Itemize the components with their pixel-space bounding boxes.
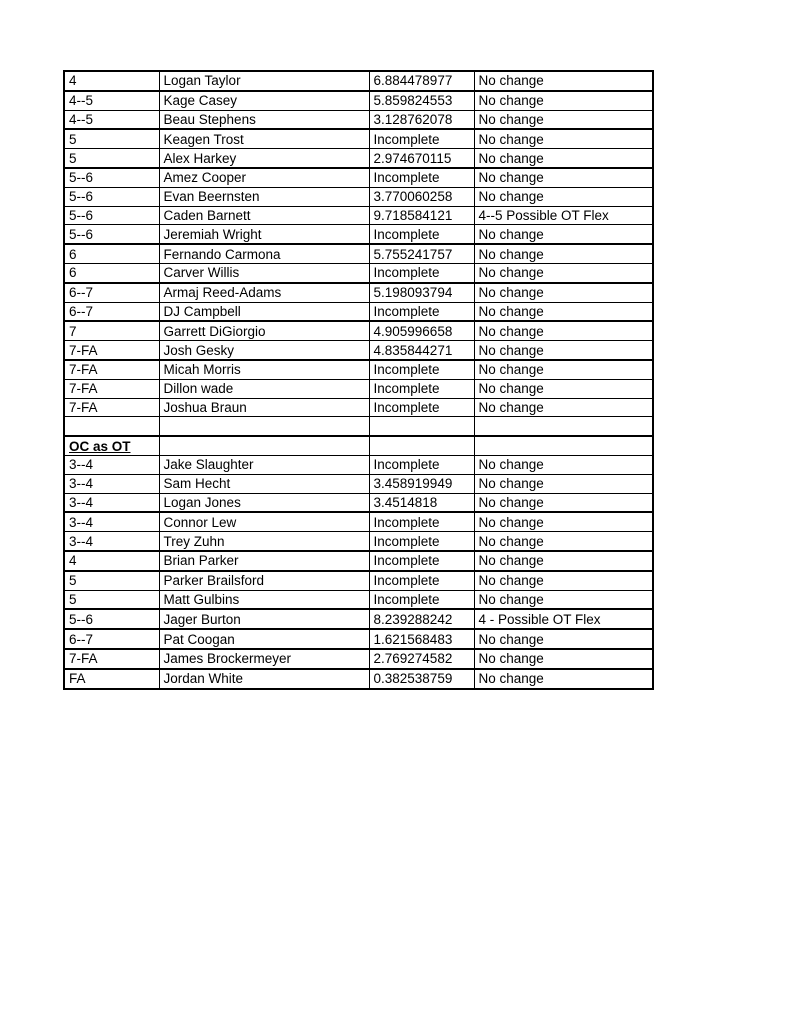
note-cell [474, 417, 653, 436]
round-cell: 5--6 [64, 168, 159, 187]
round-cell: 7-FA [64, 398, 159, 417]
player-cell: Pat Coogan [159, 629, 369, 649]
round-cell: 7-FA [64, 360, 159, 379]
round-cell: 6--7 [64, 283, 159, 302]
empty-row [64, 417, 653, 436]
score-cell: Incomplete [369, 360, 474, 379]
note-cell: No change [474, 283, 653, 302]
score-cell: 5.755241757 [369, 244, 474, 263]
table-row [64, 493, 653, 512]
score-cell: 3.4514818 [369, 493, 474, 512]
round-cell: FA [64, 669, 159, 689]
table-row [64, 474, 653, 493]
player-cell: Parker Brailsford [159, 571, 369, 590]
score-cell: 0.382538759 [369, 669, 474, 689]
note-cell: No change [474, 91, 653, 110]
score-cell: Incomplete [369, 379, 474, 398]
player-cell: Brian Parker [159, 551, 369, 571]
player-cell: James Brockermeyer [159, 649, 369, 669]
note-cell: No change [474, 493, 653, 512]
player-table-body [64, 71, 653, 689]
note-cell: No change [474, 474, 653, 493]
player-cell [159, 436, 369, 455]
table-row [64, 629, 653, 649]
note-cell: No change [474, 455, 653, 474]
score-cell: Incomplete [369, 168, 474, 187]
score-cell: Incomplete [369, 571, 474, 590]
note-cell: No change [474, 129, 653, 148]
round-cell: 5 [64, 129, 159, 148]
player-cell: Beau Stephens [159, 110, 369, 129]
round-cell: 5--6 [64, 206, 159, 225]
player-cell: Matt Gulbins [159, 590, 369, 609]
note-cell: No change [474, 512, 653, 531]
table-row [64, 149, 653, 168]
score-cell: 3.770060258 [369, 187, 474, 206]
player-cell: Trey Zuhn [159, 532, 369, 551]
score-cell: 2.974670115 [369, 149, 474, 168]
score-cell: 4.905996658 [369, 321, 474, 340]
table-row [64, 321, 653, 340]
player-cell: Sam Hecht [159, 474, 369, 493]
note-cell: No change [474, 225, 653, 244]
player-cell: Evan Beernsten [159, 187, 369, 206]
round-cell: 6--7 [64, 302, 159, 321]
round-cell: 7-FA [64, 649, 159, 669]
table-row [64, 302, 653, 321]
table-row [64, 649, 653, 669]
score-cell: Incomplete [369, 590, 474, 609]
player-cell [159, 417, 369, 436]
player-cell: Keagen Trost [159, 129, 369, 148]
score-cell: Incomplete [369, 129, 474, 148]
round-cell: 3--4 [64, 532, 159, 551]
round-cell: 3--4 [64, 512, 159, 531]
player-cell: Connor Lew [159, 512, 369, 531]
table-row [64, 187, 653, 206]
round-cell: 6 [64, 263, 159, 282]
round-cell: 5--6 [64, 609, 159, 629]
score-cell: 8.239288242 [369, 609, 474, 629]
player-cell: Logan Taylor [159, 71, 369, 91]
note-cell: No change [474, 649, 653, 669]
note-cell: No change [474, 168, 653, 187]
round-cell: 6 [64, 244, 159, 263]
player-cell: Logan Jones [159, 493, 369, 512]
score-cell: Incomplete [369, 263, 474, 282]
score-cell: 4.835844271 [369, 341, 474, 360]
note-cell: No change [474, 302, 653, 321]
note-cell: No change [474, 571, 653, 590]
table-row [64, 379, 653, 398]
table-row [64, 669, 653, 689]
round-cell: 3--4 [64, 474, 159, 493]
round-cell: 3--4 [64, 455, 159, 474]
round-cell: 5 [64, 149, 159, 168]
score-cell: 6.884478977 [369, 71, 474, 91]
section-title: OC as OT [69, 438, 131, 454]
round-cell: 4--5 [64, 91, 159, 110]
score-cell: 5.859824553 [369, 91, 474, 110]
table-row [64, 512, 653, 531]
player-cell: Armaj Reed-Adams [159, 283, 369, 302]
player-cell: Jeremiah Wright [159, 225, 369, 244]
score-cell: 2.769274582 [369, 649, 474, 669]
table-row [64, 532, 653, 551]
round-cell: 4 [64, 551, 159, 571]
note-cell: No change [474, 149, 653, 168]
round-cell: 4 [64, 71, 159, 91]
table-row [64, 168, 653, 187]
table-row [64, 263, 653, 282]
note-cell: No change [474, 321, 653, 340]
note-cell: No change [474, 187, 653, 206]
table-row [64, 341, 653, 360]
note-cell: 4 - Possible OT Flex [474, 609, 653, 629]
score-cell: Incomplete [369, 551, 474, 571]
score-cell: Incomplete [369, 532, 474, 551]
table-row [64, 206, 653, 225]
round-cell: 7-FA [64, 379, 159, 398]
note-cell: No change [474, 379, 653, 398]
player-cell: Amez Cooper [159, 168, 369, 187]
note-cell: No change [474, 551, 653, 571]
player-table [63, 70, 654, 690]
round-cell: 7-FA [64, 341, 159, 360]
player-cell: Joshua Braun [159, 398, 369, 417]
round-cell: 3--4 [64, 493, 159, 512]
player-cell: Garrett DiGiorgio [159, 321, 369, 340]
note-cell: No change [474, 532, 653, 551]
table-row [64, 609, 653, 629]
section-header-row [64, 436, 653, 455]
table-row [64, 225, 653, 244]
table-row [64, 244, 653, 263]
score-cell: 3.458919949 [369, 474, 474, 493]
round-cell: 7 [64, 321, 159, 340]
score-cell: 5.198093794 [369, 283, 474, 302]
round-cell: 5--6 [64, 187, 159, 206]
round-cell: 4--5 [64, 110, 159, 129]
table-row [64, 590, 653, 609]
table-row [64, 129, 653, 148]
player-cell: Dillon wade [159, 379, 369, 398]
note-cell: No change [474, 629, 653, 649]
player-cell: Micah Morris [159, 360, 369, 379]
table-row [64, 283, 653, 302]
player-cell: DJ Campbell [159, 302, 369, 321]
player-cell: Josh Gesky [159, 341, 369, 360]
score-cell: Incomplete [369, 512, 474, 531]
note-cell [474, 436, 653, 455]
table-row [64, 571, 653, 590]
note-cell: No change [474, 590, 653, 609]
note-cell: No change [474, 263, 653, 282]
note-cell: No change [474, 244, 653, 263]
player-cell: Caden Barnett [159, 206, 369, 225]
score-cell: Incomplete [369, 302, 474, 321]
player-cell: Fernando Carmona [159, 244, 369, 263]
note-cell: No change [474, 341, 653, 360]
score-cell: 9.718584121 [369, 206, 474, 225]
score-cell: Incomplete [369, 225, 474, 244]
player-cell: Alex Harkey [159, 149, 369, 168]
player-cell: Jager Burton [159, 609, 369, 629]
table-row [64, 455, 653, 474]
note-cell: No change [474, 71, 653, 91]
table-row [64, 110, 653, 129]
round-cell [64, 417, 159, 436]
score-cell: Incomplete [369, 398, 474, 417]
note-cell: No change [474, 360, 653, 379]
table-row [64, 71, 653, 91]
round-cell: 5 [64, 571, 159, 590]
score-cell [369, 417, 474, 436]
table-row [64, 551, 653, 571]
round-cell: 5 [64, 590, 159, 609]
player-cell: Kage Casey [159, 91, 369, 110]
score-cell: 1.621568483 [369, 629, 474, 649]
score-cell: 3.128762078 [369, 110, 474, 129]
round-cell: 6--7 [64, 629, 159, 649]
round-cell: 5--6 [64, 225, 159, 244]
score-cell [369, 436, 474, 455]
score-cell: Incomplete [369, 455, 474, 474]
note-cell: 4--5 Possible OT Flex [474, 206, 653, 225]
table-row [64, 360, 653, 379]
note-cell: No change [474, 398, 653, 417]
table-row [64, 91, 653, 110]
round-cell [64, 436, 159, 455]
player-cell: Carver Willis [159, 263, 369, 282]
note-cell: No change [474, 110, 653, 129]
player-cell: Jordan White [159, 669, 369, 689]
note-cell: No change [474, 669, 653, 689]
table-row [64, 398, 653, 417]
player-cell: Jake Slaughter [159, 455, 369, 474]
